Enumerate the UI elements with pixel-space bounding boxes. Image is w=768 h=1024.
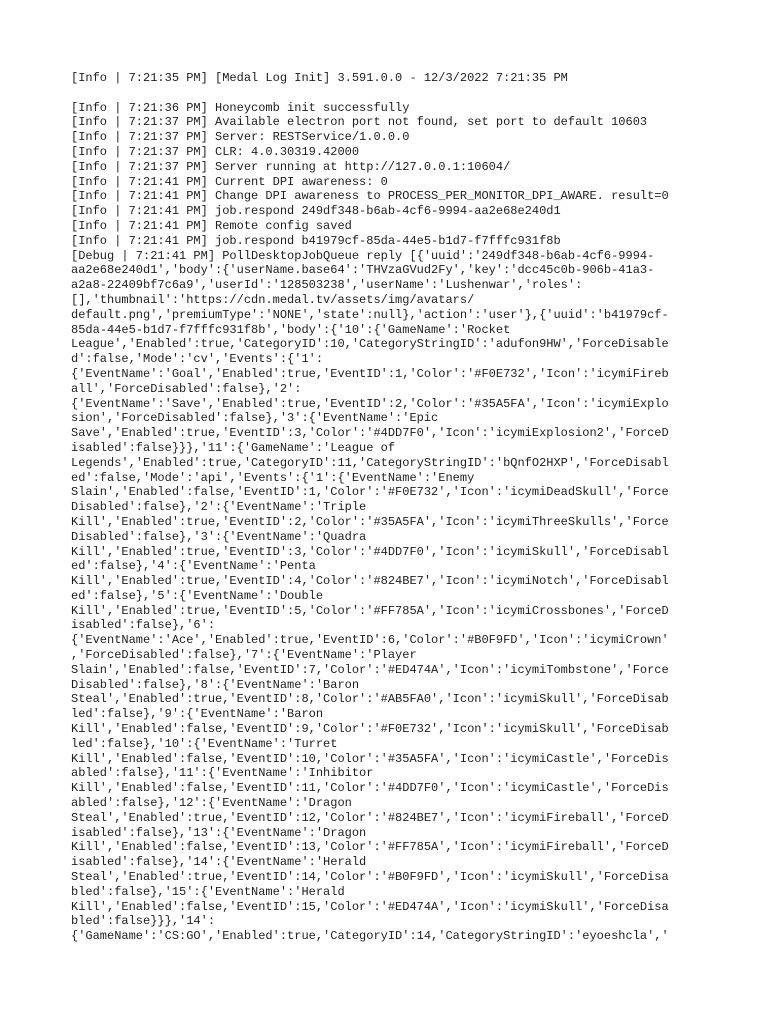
log-line: [Info | 7:21:37 PM] Server: RESTService/1.0.0.0 (71, 130, 410, 145)
log-line: bled':false}}},'14': (71, 914, 216, 929)
log-line: [Info | 7:21:37 PM] CLR: 4.0.30319.42000 (71, 144, 360, 159)
log-line: Kill','Enabled':true,'EventID':5,'Color':'#FF785A','Icon':'icymiCrossbones','ForceD (71, 603, 669, 618)
log-line: isabled':false},'6': (71, 618, 216, 633)
log-line: Steal','Enabled':true,'EventID':14,'Color':'#B0F9FD','Icon':'icymiSkull','ForceDisa (71, 870, 669, 885)
log-line: abled':false},'12':{'EventName':'Dragon (71, 796, 352, 811)
log-line: [Info | 7:21:41 PM] Change DPI awareness to PROCESS_PER_MONITOR_DPI_AWARE. result=0 (71, 189, 669, 204)
log-line: Disabled':false},'2':{'EventName':'Triple (71, 500, 367, 515)
log-line: isabled':false},'14':{'EventName':'Herald (71, 855, 367, 870)
log-line: Steal','Enabled':true,'EventID':8,'Color':'#AB5FA0','Icon':'icymiSkull','ForceDisab (71, 692, 669, 707)
log-line: ed':false},'4':{'EventName':'Penta (71, 559, 316, 574)
log-line: Steal','Enabled':true,'EventID':12,'Color':'#824BE7','Icon':'icymiFireball','ForceD (71, 810, 669, 825)
log-line: [Info | 7:21:41 PM] Current DPI awareness: 0 (71, 174, 388, 189)
log-line: {'EventName':'Ace','Enabled':true,'EventID':6,'Color':'#B0F9FD','Icon':'icymiCrown' (71, 633, 669, 648)
log-line: Disabled':false},'8':{'EventName':'Baron (71, 677, 360, 692)
log-line: isabled':false},'13':{'EventName':'Dragon (71, 825, 367, 840)
log-line: Slain','Enabled':false,'EventID':1,'Color':'#F0E732','Icon':'icymiDeadSkull','Force (71, 485, 669, 500)
log-line: isabled':false}}},'11':{'GameName':'League of (71, 440, 396, 455)
log-line: {'EventName':'Goal','Enabled':true,'EventID':1,'Color':'#F0E732','Icon':'icymiFireb (71, 366, 669, 381)
log-body (71, 101, 700, 944)
log-line: led':false},'9':{'EventName':'Baron (71, 707, 324, 722)
log-line: default.png','premiumType':'NONE','state':null},'action':'user'},{'uuid':'b41979cf- (71, 307, 669, 322)
blank-line (71, 86, 700, 101)
log-line: [Info | 7:21:37 PM] Available electron port not found, set port to default 10603 (71, 115, 648, 130)
log-line: sion','ForceDisabled':false},'3':{'EventName':'Epic (71, 411, 439, 426)
log-line: {'GameName':'CS:GO','Enabled':true,'CategoryID':14,'CategoryStringID':'eyoeshcla',' (71, 929, 669, 944)
log-line: a2a8-22409bf7c6a9','userId':'128503238','userName':'Lushenwar','roles': (71, 278, 583, 293)
log-line: Kill','Enabled':false,'EventID':10,'Color':'#35A5FA','Icon':'icymiCastle','ForceDis (71, 751, 669, 766)
log-line: [Info | 7:21:37 PM] Server running at http://127.0.0.1:10604/ (71, 159, 511, 174)
log-line: Kill','Enabled':false,'EventID':11,'Color':'#4DD7F0','Icon':'icymiCastle','ForceDis (71, 781, 669, 796)
log-line: [],'thumbnail':'https://cdn.medal.tv/assets/img/avatars/ (71, 292, 475, 307)
log-line: 85da-44e5-b1d7-f7fffc931f8b','body':{'10':{'GameName':'Rocket (71, 322, 511, 337)
log-line: bled':false},'15':{'EventName':'Herald (71, 884, 345, 899)
log-line: abled':false},'11':{'EventName':'Inhibitor (71, 766, 374, 781)
log-line: Kill','Enabled':true,'EventID':2,'Color':'#35A5FA','Icon':'icymiThreeSkulls','Force (71, 514, 669, 529)
log-line: [Debug | 7:21:41 PM] PollDesktopJobQueue reply [{'uuid':'249df348-b6ab-4cf6-9994- (71, 248, 655, 263)
log-line: Kill','Enabled':true,'EventID':4,'Color':'#824BE7','Icon':'icymiNotch','ForceDisabl (71, 574, 669, 589)
log-line: Disabled':false},'3':{'EventName':'Quadra (71, 529, 367, 544)
log-line: ,'ForceDisabled':false},'7':{'EventName':'Player (71, 648, 417, 663)
log-line: d':false,'Mode':'cv','Events':{'1': (71, 352, 324, 367)
log-line: Save','Enabled':true,'EventID':3,'Color':'#4DD7F0','Icon':'icymiExplosion2','ForceD (71, 426, 669, 441)
log-line: ed':false},'5':{'EventName':'Double (71, 588, 324, 603)
log-line: Kill','Enabled':true,'EventID':3,'Color':'#4DD7F0','Icon':'icymiSkull','ForceDisabl (71, 544, 669, 559)
log-line: ed':false,'Mode':'api','Events':{'1':{'EventName':'Enemy (71, 470, 475, 485)
log-header-line: [Info | 7:21:35 PM] [Medal Log Init] 3.591.0.0 - 12/3/2022 7:21:35 PM (71, 71, 568, 85)
log-line: [Info | 7:21:41 PM] job.respond b41979cf-85da-44e5-b1d7-f7fffc931f8b (71, 233, 561, 248)
log-line: [Info | 7:21:36 PM] Honeycomb init successfully (71, 100, 410, 115)
log-line: Kill','Enabled':false,'EventID':15,'Color':'#ED474A','Icon':'icymiSkull','ForceDisa (71, 899, 669, 914)
log-line: Slain','Enabled':false,'EventID':7,'Color':'#ED474A','Icon':'icymiTombstone','Force (71, 662, 669, 677)
log-line: League','Enabled':true,'CategoryID':10,'CategoryStringID':'adufon9HW','ForceDisable (71, 337, 669, 352)
log-line: all','ForceDisabled':false},'2': (71, 381, 302, 396)
log-line: Kill','Enabled':false,'EventID':13,'Color':'#FF785A','Icon':'icymiFireball','ForceD (71, 840, 669, 855)
log-line: led':false},'10':{'EventName':'Turret (71, 736, 338, 751)
log-line: Legends','Enabled':true,'CategoryID':11,'CategoryStringID':'bQnfO2HXP','ForceDisabl (71, 455, 669, 470)
log-line: [Info | 7:21:41 PM] Remote config saved (71, 218, 352, 233)
log-line: [Info | 7:21:41 PM] job.respond 249df348-b6ab-4cf6-9994-aa2e68e240d1 (71, 204, 561, 219)
log-line: aa2e68e240d1','body':{'userName.base64':'THVzaGVud2Fy','key':'dcc45c0b-906b-41a3- (71, 263, 655, 278)
log-line: {'EventName':'Save','Enabled':true,'EventID':2,'Color':'#35A5FA','Icon':'icymiExplo (71, 396, 669, 411)
log-line: Kill','Enabled':false,'EventID':9,'Color':'#F0E732','Icon':'icymiSkull','ForceDisab (71, 722, 669, 737)
